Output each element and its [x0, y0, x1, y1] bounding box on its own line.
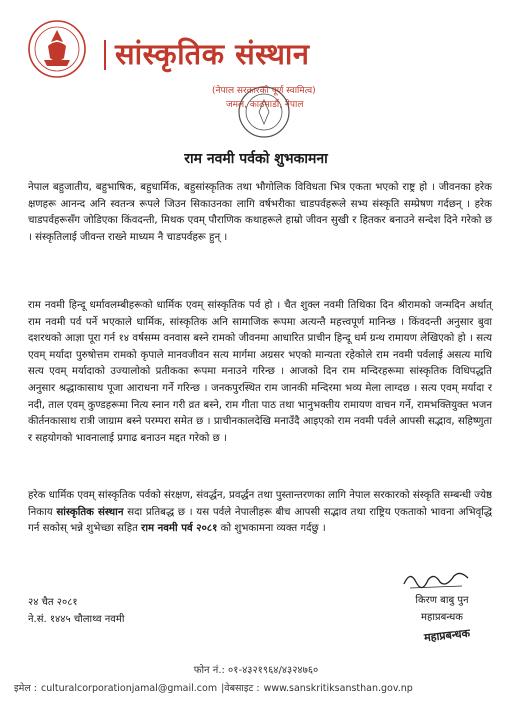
organization-name: सांस्कृतिक संस्थान [115, 37, 310, 71]
closing-text-1: हरेक धार्मिक एवम् सांस्कृतिक पर्वको संरक्षण, संवर्द्धन, प्रवर्द्धन तथा पुस्तान्तरणका लागि नेपाल सरकारको संस्कृति सम्बन्धी ज्येष्ठ निकाय [28, 490, 492, 518]
document-title: राम नवमी पर्वको शुभकामना [184, 151, 328, 167]
closing-festival-name: राम नवमी पर्व २०८१ [141, 523, 218, 535]
footer-contacts [14, 681, 506, 694]
organization-subtitle: (नेपाल सरकारको पूर्ण स्वामित्व) [212, 86, 316, 96]
signer-block [392, 592, 492, 626]
handwritten-signature [400, 566, 472, 592]
footer-phone: फोन नं.: ०१-४३२१९६४/४३२४७६० [193, 665, 319, 676]
signer-title: महाप्रबन्धक [421, 612, 463, 623]
email-link[interactable]: culturalcorporationjamal@gmail.com [41, 683, 218, 694]
organization-address: जमल, काठमाडौं, नेपाल [226, 100, 304, 110]
date-nepal-sambat: ने.सं. १४४५ चौलाथ्व नवमी [28, 614, 125, 625]
date-bs: २४ चैत २०८१ [28, 597, 78, 608]
closing-text-3: को शुभकामना व्यक्त गर्दछु । [217, 523, 326, 535]
paragraph-closing [28, 488, 492, 538]
website-link[interactable]: www.sanskritiksansthan.gov.np [263, 683, 413, 694]
signer-name: किरण बाबु पुन [415, 595, 469, 606]
closing-org-name: सांस्कृतिक संस्थान [56, 506, 124, 518]
letterhead [0, 0, 512, 140]
paragraph-ram-navami: राम नवमी हिन्दू धर्मावलम्बीहरूको धार्मिक एवम् सांस्कृतिक पर्व हो । चैत शुक्ल नवमी तिथिका दिन श्रीरामको जन्मदिन अर्थात् राम नवमी पर्व पर्ने भएकाले धार्मिक, सांस्कृतिक अनि सामाजिक रूपमा अत्यन्तै महत्त्वपूर्ण मानिन्छ । किंवदन्ती अनुसार बुवा दशरथको आज्ञा पूरा गर्न १४ वर्षसम्म वनवास बस्ने रामको जीवनमा आधारित प्राचीन हिन्दू धर्म ग्रन्थ रामायण लेखिएको हो । सत्य एवम् मर्यादा पुरुषोत्तम रामको कृपाले मानवजीवन सत्य मार्गमा अग्रसर भएको मान्यता रहेकोले राम नवमी पर्वलाई असत्य माथि सत्य एवम् मर्यादाको उज्यालोको प्रतीकका रूपमा मनाउने गरिन्छ । आजको दिन राम मन्दिरहरूमा सांस्कृतिक विधिपद्धति अनुसार श्रद्धाकासाथ पूजा आराधना गर्ने गरिन्छ । जनकपुरस्थित राम जानकी मन्दिरमा भव्य मेला लाग्दछ । सत्य एवम् मर्यादा र नदी, ताल एवम् कुण्डहरूमा नित्य स्नान गरी व्रत बस्ने, राम गीता पाठ तथा भानुभक्तीय रामायण वाचन गर्ने, रामभक्तियुक्त भजन कीर्तनकासाथ रात्री जाग्राम बस्ने परम्परा समेत छ । प्राचीनकालदेखि मनाउँदै आइएको राम नवमी पर्वले आपसी सद्भाव, सहिष्णुता र सहयोगको भावनालाई प्रगाढ बनाउन मद्दत गरेको छ । [28, 300, 492, 444]
date-block [28, 594, 124, 628]
paragraph-intro: नेपाल बहुजातीय, बहुभाषिक, बहुधार्मिक, बहुसांस्कृतिक तथा भौगोलिक विविधता भित्र एकता भएको राष्ट्र हो । जीवनका हरेक क्षणहरू आनन्द अनि स्वतन्त्र रूपले जिउन सिकाउनका लागि वर्षभरीका चाडपर्वहरूले सभ्य संस्कृति सम्प्रेषण गर्दछन् । हरेक चाडपर्वहरूसँग जोडिएका किंवदन्ती, मिथक एवम् पौराणिक कथाहरूले हाम्रो जीवन सुखी र हितकर बनाउने सन्देश दिने गरेको छ । संस्कृतिलाई जीवन्त राख्ने माध्यम नै चाडपर्वहरू हुन् । [28, 182, 492, 243]
header-divider [104, 40, 106, 70]
website-label: |वेबसाइट : [221, 683, 260, 694]
email-label: इमेल : [14, 683, 38, 694]
closing-text-2: सदा प्रतिबद्ध छ । यस पर्वले नेपालीहरू बीच आपसी सद्भाव तथा राष्ट्रिय एकताको भावना अभिवृद्धि गर्न सकोस् भन्ने शुभेच्छा सहित [28, 506, 493, 535]
emblem-logo [26, 18, 88, 80]
designation-stamp: महाप्रबन्धक [423, 626, 471, 645]
